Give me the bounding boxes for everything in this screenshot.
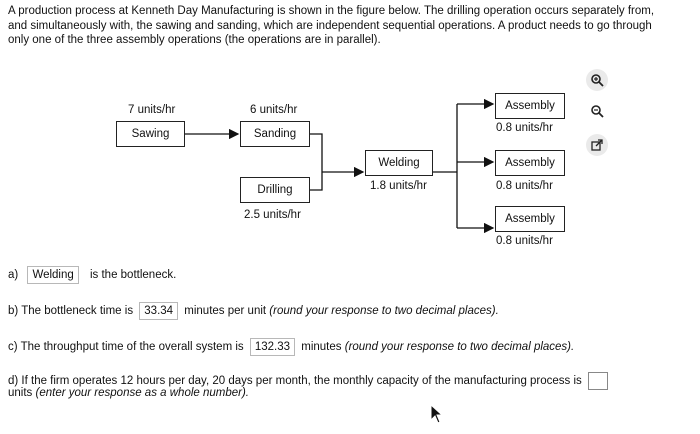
question-d: d) If the firm operates 12 hours per day, 20 days per month, the monthly capacity of the manufacturing process is	[8, 372, 608, 390]
question-b: b) The bottleneck time is 33.34 minutes per unit (round your response to two decimal places).	[8, 302, 499, 320]
welding-rate: 1.8 units/hr	[370, 180, 427, 192]
zoom-in-button[interactable]	[586, 69, 608, 91]
assembly-rate-2: 0.8 units/hr	[496, 180, 553, 192]
answer-a-field[interactable]: Welding	[27, 266, 78, 284]
external-link-icon	[590, 138, 604, 152]
drilling-rate: 2.5 units/hr	[244, 209, 301, 221]
zoom-in-icon	[590, 73, 604, 87]
sawing-box: Sawing	[116, 121, 185, 147]
welding-box: Welding	[365, 150, 433, 176]
zoom-out-button[interactable]	[586, 100, 608, 122]
assembly-rate-3: 0.8 units/hr	[496, 235, 553, 247]
answer-c-field[interactable]: 132.33	[250, 338, 295, 356]
question-d-line2: units (enter your response as a whole number).	[8, 387, 249, 399]
question-c: c) The throughput time of the overall system is 132.33 minutes (round your response to two decimal places).	[8, 338, 574, 356]
assembly-box-1: Assembly	[495, 93, 565, 119]
question-a: a) Welding is the bottleneck.	[8, 266, 176, 284]
zoom-out-icon	[590, 104, 604, 118]
sanding-box: Sanding	[240, 121, 310, 147]
open-new-window-button[interactable]	[586, 134, 608, 156]
sawing-rate: 7 units/hr	[128, 104, 176, 116]
mouse-cursor-icon	[430, 404, 444, 424]
assembly-box-3: Assembly	[495, 206, 565, 232]
answer-b-field[interactable]: 33.34	[139, 302, 178, 320]
assembly-box-2: Assembly	[495, 150, 565, 176]
problem-statement: A production process at Kenneth Day Manufacturing is shown in the figure below. The drilling operation occurs separately from, and simultaneously with, the sawing and sanding, which are independent sequential operations. A product needs to go through only one of the three assembly operations (the operations are in parallel).	[8, 5, 655, 46]
assembly-rate-1: 0.8 units/hr	[496, 122, 553, 134]
drilling-box: Drilling	[240, 177, 310, 203]
answer-d-field[interactable]	[588, 372, 608, 390]
sanding-rate: 6 units/hr	[250, 104, 298, 116]
